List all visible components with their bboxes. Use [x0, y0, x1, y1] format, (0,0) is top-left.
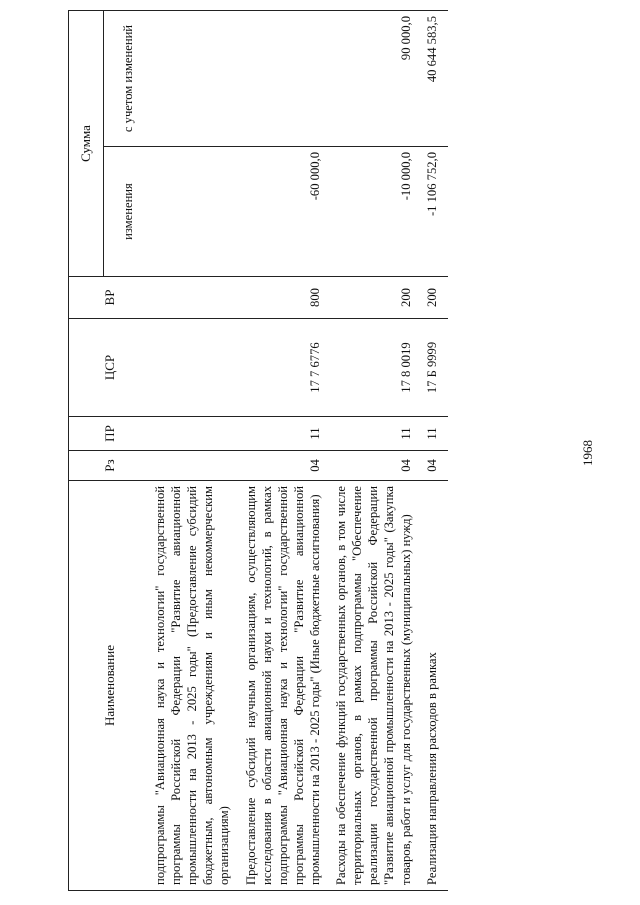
- header-vr: ВР: [69, 277, 153, 319]
- row-changes: -1 106 752,0: [422, 147, 448, 277]
- row-name: подпрограммы "Авиационная наука и технологии" государственной программы Российской Федерации "Развитие авиационной промышленности на 2013 - 2025 годы" (Предоставление субсидий бюджетным, автономным учреждениям и иным некоммерческим организациям): [152, 481, 241, 891]
- row-pr: 11: [422, 417, 448, 451]
- row-name: Расходы на обеспечение функций государственных органов, в том числе территориальных органов, в рамках подпрограммы "Обеспечение реализации государственной программы Российской Федерации "Развитие авиационной промышленности на 2013 - 2025 годы" (Закупка товаров, работ и услуг для государственных (муниципальных) нужд): [331, 481, 422, 891]
- row-pr: 11: [331, 417, 422, 451]
- row-rz: 04: [241, 451, 332, 481]
- row-vr: 200: [422, 277, 448, 319]
- row-with-changes: 40 644 583,5: [422, 11, 448, 147]
- header-csr: ЦСР: [69, 319, 153, 417]
- row-name: Предоставление субсидий научным организациям, осуществляющим исследования в области авиационной науки и технологий, в рамках подпрограммы "Авиационная наука и технологии" государственной программы Российской Федерации "Развитие авиационной промышленности на 2013 - 2025 годы" (Иные бюджетные ассигнования): [241, 481, 332, 891]
- row-vr: 800: [241, 277, 332, 319]
- row-with-changes: [241, 11, 332, 147]
- row-name: Реализация направления расходов в рамках: [422, 481, 448, 891]
- row-csr: 17 7 6776: [241, 319, 332, 417]
- row-vr: [152, 277, 241, 319]
- table-row: [241, 11, 332, 891]
- header-with-changes: с учетом изменений: [104, 11, 153, 147]
- row-changes: [152, 147, 241, 277]
- row-pr: 11: [241, 417, 332, 451]
- row-rz: 04: [331, 451, 422, 481]
- table-row: [422, 11, 448, 891]
- table-row: [152, 11, 241, 891]
- header-row-1: [69, 11, 104, 891]
- row-with-changes: [152, 11, 241, 147]
- row-with-changes: 90 000,0: [331, 11, 422, 147]
- row-csr: 17 Б 9999: [422, 319, 448, 417]
- header-changes: изменения: [104, 147, 153, 277]
- page-number: 1968: [580, 440, 595, 466]
- header-rz: Рз: [69, 451, 153, 481]
- header-name: Наименование: [69, 481, 153, 891]
- row-changes: -10 000,0: [331, 147, 422, 277]
- header-pr: ПР: [69, 417, 153, 451]
- budget-table: [68, 10, 448, 891]
- row-rz: 04: [422, 451, 448, 481]
- row-vr: 200: [331, 277, 422, 319]
- table-row: [331, 11, 422, 891]
- row-pr: [152, 417, 241, 451]
- row-changes: -60 000,0: [241, 147, 332, 277]
- row-rz: [152, 451, 241, 481]
- header-sum: Сумма: [69, 11, 104, 277]
- row-csr: 17 8 0019: [331, 319, 422, 417]
- row-csr: [152, 319, 241, 417]
